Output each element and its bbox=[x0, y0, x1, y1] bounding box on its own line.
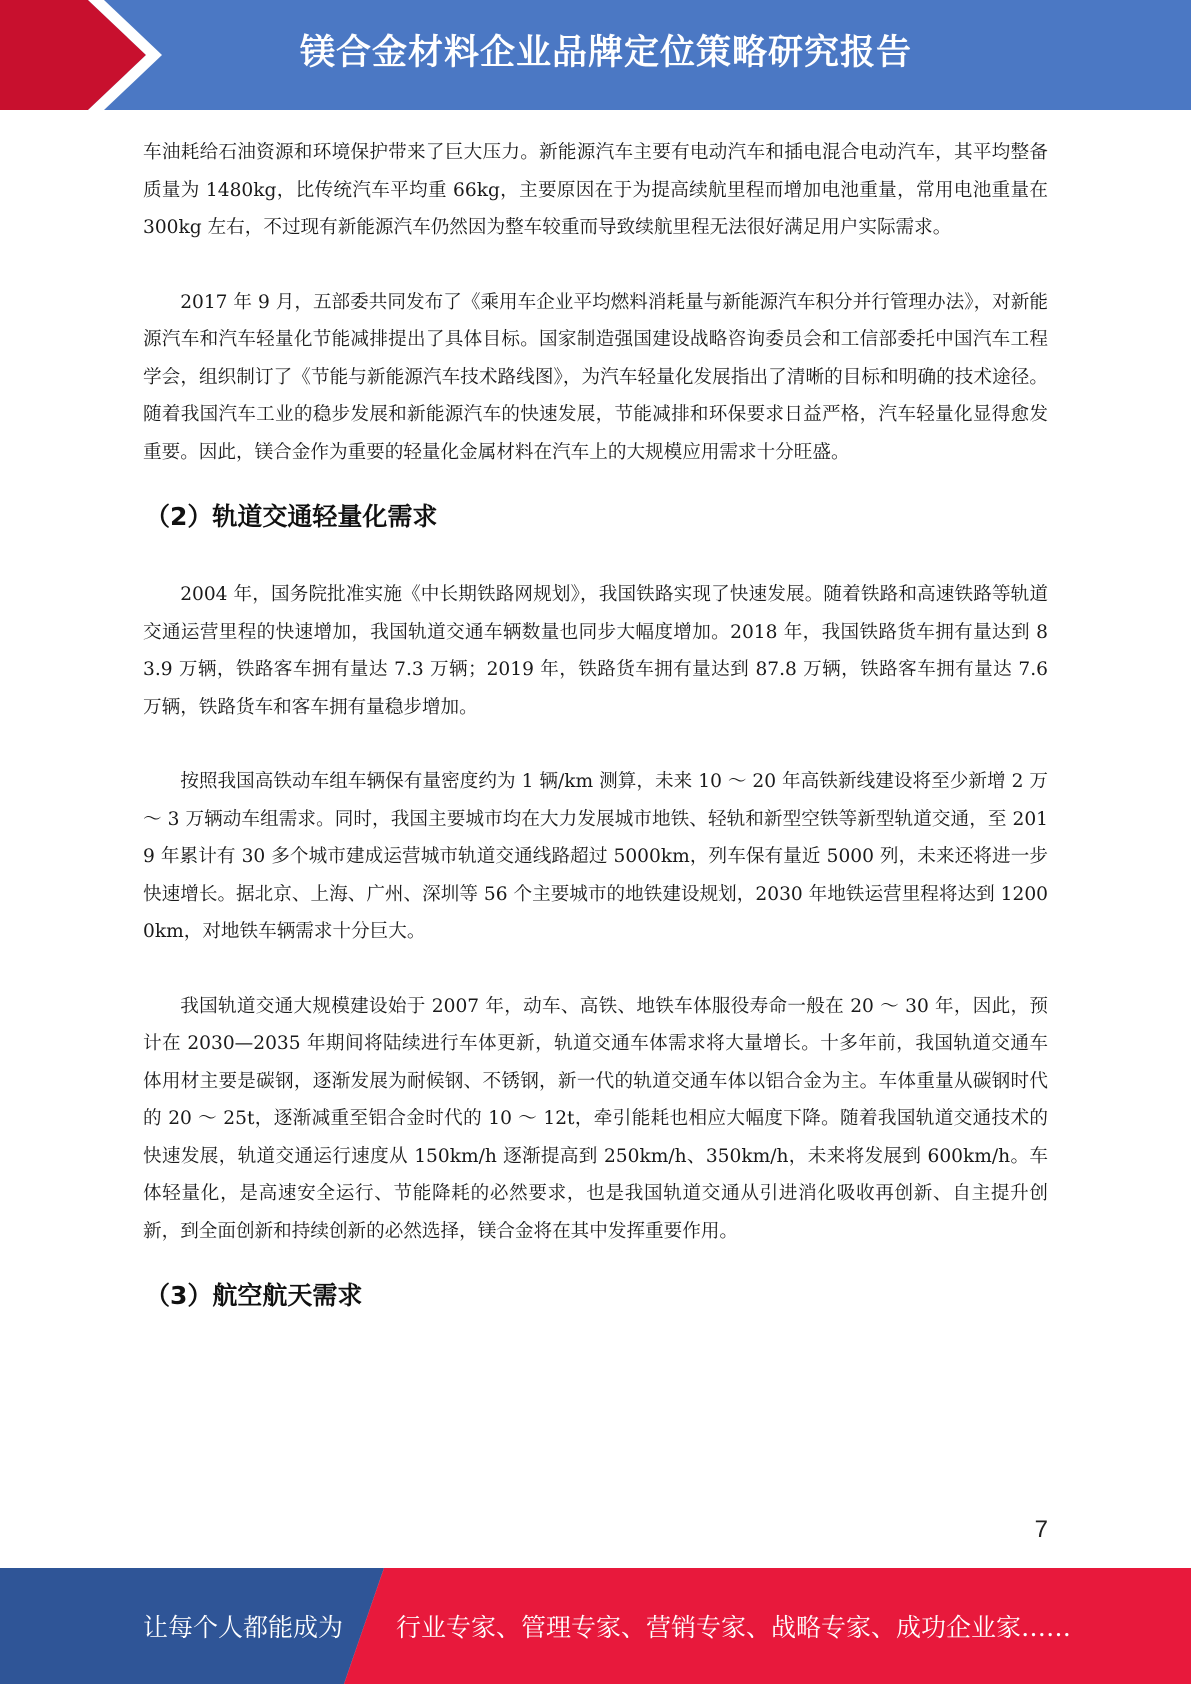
main-content bbox=[143, 134, 1048, 1316]
page-number: 7 bbox=[1034, 1516, 1048, 1543]
page-header bbox=[0, 0, 1191, 110]
section-heading-3: （3）航空航天需求 bbox=[145, 1281, 363, 1310]
footer-slogan-left: 让每个人都能成为 bbox=[143, 1613, 344, 1642]
paragraph-1: 车油耗给石油资源和环境保护带来了巨大压力。新能源汽车主要有电动汽车和插电混合电动汽车，其平均整备质量为 1480kg，比传统汽车平均重 66kg，主要原因在于为提高续航里程而增加电池重量，常用电池重量在 300kg 左右，不过现有新能源汽车仍然因为整车较重而导致续航里程无法很好满足用户实际需求。 bbox=[143, 142, 1048, 238]
paragraph-2: 2017 年 9 月，五部委共同发布了《乘用车企业平均燃料消耗量与新能源汽车积分并行管理办法》，对新能源汽车和汽车轻量化节能减排提出了具体目标。国家制造强国建设战略咨询委员会和工信部委托中国汽车工程学会，组织制订了《节能与新能源汽车技术路线图》，为汽车轻量化发展指出了清晰的目标和明确的技术途径。随着我国汽车工业的稳步发展和新能源汽车的快速发展，节能减排和环保要求日益严格，汽车轻量化显得愈发重要。因此，镁合金作为重要的轻量化金属材料在汽车上的大规模应用需求十分旺盛。 bbox=[143, 291, 1048, 463]
section-heading-2: （2）轨道交通轻量化需求 bbox=[145, 502, 438, 531]
footer-slogan-right: 行业专家、管理专家、营销专家、战略专家、成功企业家…… bbox=[396, 1613, 1072, 1642]
page-footer bbox=[0, 1568, 1191, 1684]
paragraph-4: 按照我国高铁动车组车辆保有量密度约为 1 辆/km 测算，未来 10 ～ 20 年高铁新线建设将至少新增 2 万～ 3 万辆动车组需求。同时，我国主要城市均在大力发展城市地铁、轻轨和新型空铁等新型轨道交通，至 2019 年累计有 30 多个城市建成运营城市轨道交通线路超过 5000km，列车保有量近 5000 列，未来还将进一步快速增长。据北京、上海、广州、深圳等 56 个主要城市的地铁建设规划，2030 年地铁运营里程将达到 12000km，对地铁车辆需求十分巨大。 bbox=[143, 771, 1048, 942]
header-red-arrow bbox=[0, 0, 146, 110]
paragraph-3: 2004 年，国务院批准实施《中长期铁路网规划》，我国铁路实现了快速发展。随着铁路和高速铁路等轨道交通运营里程的快速增加，我国轨道交通车辆数量也同步大幅度增加。2018 年，我国铁路货车拥有量达到 83.9 万辆，铁路客车拥有量达 7.3 万辆；2019 年，铁路货车拥有量达到 87.8 万辆，铁路客车拥有量达 7.6 万辆，铁路货车和客车拥有量稳步增加。 bbox=[143, 584, 1048, 718]
header-title: 镁合金材料企业品牌定位策略研究报告 bbox=[300, 33, 913, 73]
paragraph-5: 我国轨道交通大规模建设始于 2007 年，动车、高铁、地铁车体服役寿命一般在 20 ～ 30 年，因此，预计在 2030—2035 年期间将陆续进行车体更新，轨道交通车体需求将大量增长。十多年前，我国轨道交通车体用材主要是碳钢，逐渐发展为耐候钢、不锈钢，新一代的轨道交通车体以铝合金为主。车体重量从碳钢时代的 20 ～ 25t，逐渐减重至铝合金时代的 10 ～ 12t，牵引能耗也相应大幅度下降。随着我国轨道交通技术的快速发展，轨道交通运行速度从 150km/h 逐渐提高到 250km/h、350km/h，未来将发展到 600km/h。车体轻量化，是高速安全运行、节能降耗的必然要求，也是我国轨道交通从引进消化吸收再创新、自主提升创新，到全面创新和持续创新的必然选择，镁合金将在其中发挥重要作用。 bbox=[143, 995, 1048, 1242]
